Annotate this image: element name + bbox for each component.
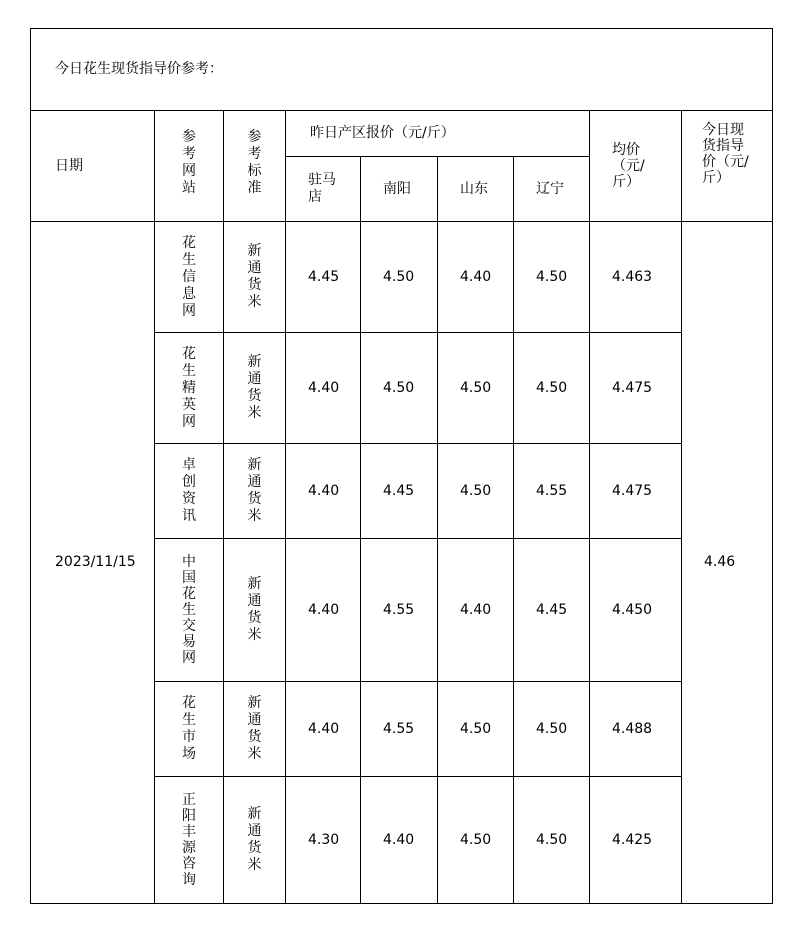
- header-average-cell: [590, 111, 681, 221]
- standard-name: 新通货米: [247, 576, 262, 643]
- header-site: 参考网站: [182, 129, 196, 196]
- price-shandong: [438, 682, 513, 776]
- header-guide-cell: [682, 111, 772, 221]
- header-region-zhumadian: 驻马店: [308, 172, 336, 205]
- price-value: 4.50: [383, 379, 415, 396]
- price-value: 4.40: [308, 379, 340, 396]
- price-liaoning: [514, 777, 589, 903]
- standard-cell: [224, 444, 285, 538]
- table-title: 今日花生现货指导价参考：: [55, 61, 223, 77]
- header-region-shandong-cell: [438, 157, 513, 221]
- price-value: 4.50: [536, 379, 568, 396]
- site-name: 花生信息网: [182, 234, 196, 319]
- price-liaoning: [514, 444, 589, 538]
- price-zhumadian: [286, 333, 360, 443]
- standard-cell: [224, 682, 285, 776]
- price-shandong: [438, 444, 513, 538]
- price-zhumadian: [286, 444, 360, 538]
- price-nanyang: [361, 333, 437, 443]
- price-shandong: [438, 539, 513, 681]
- site-name: 中国花生交易网: [182, 554, 196, 666]
- header-region-liaoning-cell: [514, 157, 589, 221]
- price-liaoning: [514, 222, 589, 332]
- price-nanyang: [361, 222, 437, 332]
- standard-name: 新通货米: [247, 354, 262, 421]
- site-cell: [155, 777, 223, 903]
- site-cell: [155, 682, 223, 776]
- site-name: 花生精英网: [182, 345, 196, 430]
- header-standard-cell: [224, 111, 285, 221]
- price-average: [590, 539, 681, 681]
- price-value: 4.50: [536, 268, 568, 285]
- header-average: 均价（元/斤）: [612, 142, 645, 190]
- price-zhumadian: [286, 777, 360, 903]
- standard-name: 新通货米: [247, 243, 262, 310]
- price-value: 4.50: [536, 720, 568, 737]
- price-value: 4.50: [460, 720, 492, 737]
- price-value: 4.55: [383, 601, 415, 618]
- average-value: 4.488: [612, 720, 653, 737]
- price-value: 4.45: [308, 268, 340, 285]
- price-average: [590, 777, 681, 903]
- price-value: 4.40: [383, 831, 415, 848]
- price-nanyang: [361, 539, 437, 681]
- price-value: 4.50: [536, 831, 568, 848]
- standard-cell: [224, 539, 285, 681]
- price-value: 4.55: [536, 482, 568, 499]
- header-region-shandong: 山东: [460, 180, 488, 197]
- table-border-right: [772, 28, 773, 904]
- average-value: 4.450: [612, 601, 653, 618]
- average-value: 4.425: [612, 831, 653, 848]
- price-zhumadian: [286, 222, 360, 332]
- price-value: 4.50: [460, 831, 492, 848]
- standard-name: 新通货米: [247, 806, 262, 873]
- header-yesterday-group-cell: [286, 111, 589, 156]
- standard-name: 新通货米: [247, 695, 262, 762]
- header-date: 日期: [55, 157, 83, 174]
- standard-cell: [224, 333, 285, 443]
- standard-name: 新通货米: [247, 457, 262, 524]
- price-value: 4.50: [383, 268, 415, 285]
- date-cell: [31, 222, 154, 903]
- price-average: [590, 444, 681, 538]
- price-average: [590, 222, 681, 332]
- header-date-cell: [31, 111, 154, 221]
- header-standard: 参考标准: [247, 129, 262, 196]
- price-liaoning: [514, 539, 589, 681]
- price-zhumadian: [286, 682, 360, 776]
- date-value: 2023/11/15: [55, 554, 136, 570]
- header-region-liaoning: 辽宁: [536, 180, 564, 197]
- site-name: 正阳丰源咨询: [182, 792, 196, 888]
- price-value: 4.45: [383, 482, 415, 499]
- standard-cell: [224, 777, 285, 903]
- site-name: 花生市场: [182, 695, 196, 762]
- site-cell: [155, 333, 223, 443]
- price-nanyang: [361, 444, 437, 538]
- price-liaoning: [514, 682, 589, 776]
- table-title-cell: [31, 29, 772, 110]
- price-shandong: [438, 333, 513, 443]
- price-shandong: [438, 777, 513, 903]
- price-value: 4.55: [383, 720, 415, 737]
- price-value: 4.50: [460, 379, 492, 396]
- guide-price-value: 4.46: [704, 554, 736, 570]
- price-value: 4.40: [308, 482, 340, 499]
- header-site-cell: [155, 111, 223, 221]
- price-zhumadian: [286, 539, 360, 681]
- price-value: 4.40: [460, 268, 492, 285]
- price-nanyang: [361, 777, 437, 903]
- price-nanyang: [361, 682, 437, 776]
- header-yesterday-group: 昨日产区报价（元/斤）: [310, 125, 455, 141]
- site-cell: [155, 539, 223, 681]
- guide-price-cell: [682, 222, 772, 903]
- average-value: 4.475: [612, 379, 653, 396]
- header-region-zhumadian-cell: [286, 157, 360, 221]
- price-average: [590, 333, 681, 443]
- price-value: 4.40: [460, 601, 492, 618]
- price-value: 4.45: [536, 601, 568, 618]
- price-value: 4.50: [460, 482, 492, 499]
- header-region-nanyang: 南阳: [383, 180, 411, 197]
- site-cell: [155, 222, 223, 332]
- standard-cell: [224, 222, 285, 332]
- price-value: 4.40: [308, 601, 340, 618]
- header-region-nanyang-cell: [361, 157, 437, 221]
- average-value: 4.475: [612, 482, 653, 499]
- price-liaoning: [514, 333, 589, 443]
- price-value: 4.40: [308, 720, 340, 737]
- price-shandong: [438, 222, 513, 332]
- table-border-bottom: [30, 903, 773, 904]
- site-cell: [155, 444, 223, 538]
- price-value: 4.30: [308, 831, 340, 848]
- price-average: [590, 682, 681, 776]
- site-name: 卓创资讯: [182, 457, 196, 524]
- average-value: 4.463: [612, 268, 653, 285]
- header-guide: 今日现货指导价（元/斤）: [702, 122, 749, 186]
